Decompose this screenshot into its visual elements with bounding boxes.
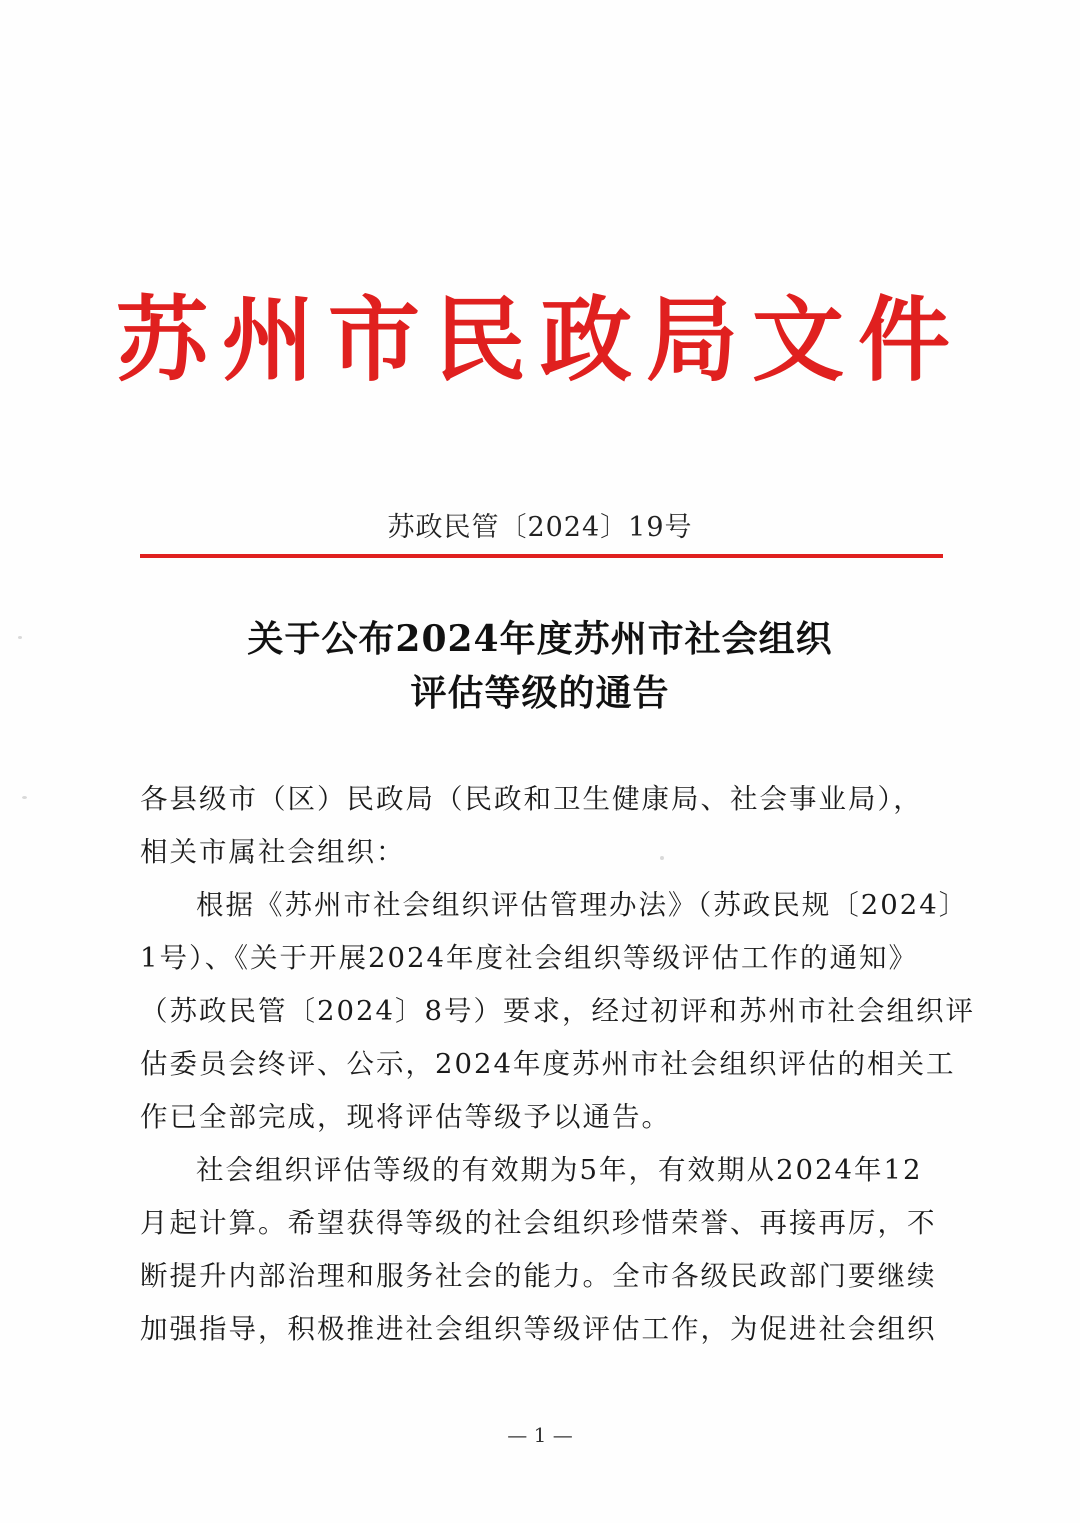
notice-body xyxy=(140,773,975,1356)
body-line-p2-2: 月起计算。希望获得等级的社会组织珍惜荣誉、再接再厉，不 xyxy=(140,1207,937,1239)
body-line-p2-4: 加强指导，积极推进社会组织等级评估工作，为促进社会组织 xyxy=(140,1313,937,1345)
notice-title xyxy=(0,612,1080,720)
scan-speck xyxy=(22,796,27,799)
scan-speck xyxy=(18,636,22,639)
body-line-p1-5: 作已全部完成，现将评估等级予以通告。 xyxy=(140,1101,671,1133)
notice-title-line-2: 评估等级的通告 xyxy=(410,672,670,714)
red-divider-line xyxy=(140,554,943,558)
body-line-salutation-2: 相关市属社会组织： xyxy=(140,836,406,868)
body-line-p1-4: 估委员会终评、公示，2024年度苏州市社会组织评估的相关工 xyxy=(140,1048,956,1080)
masthead-title: 苏州市民政局文件 xyxy=(115,286,964,394)
body-line-p1-2: 1号）、《关于开展2024年度社会组织等级评估工作的通知》 xyxy=(140,942,918,974)
body-line-p1-3: （苏政民管〔2024〕8号）要求，经过初评和苏州市社会组织评 xyxy=(140,995,975,1027)
page-number: — 1 — xyxy=(507,1423,573,1447)
scan-speck xyxy=(660,856,664,860)
body-line-p2-1: 社会组织评估等级的有效期为5年，有效期从2024年12 xyxy=(196,1154,923,1186)
body-line-p2-3: 断提升内部治理和服务社会的能力。全市各级民政部门要继续 xyxy=(140,1260,937,1292)
notice-title-line-1: 关于公布2024年度苏州市社会组织 xyxy=(247,618,833,660)
body-line-salutation-1: 各县级市（区）民政局（民政和卫生健康局、社会事业局）， xyxy=(140,783,923,815)
body-line-p1-1: 根据《苏州市社会组织评估管理办法》（苏政民规〔2024〕 xyxy=(196,889,969,921)
document-number: 苏政民管〔2024〕19号 xyxy=(387,512,693,543)
